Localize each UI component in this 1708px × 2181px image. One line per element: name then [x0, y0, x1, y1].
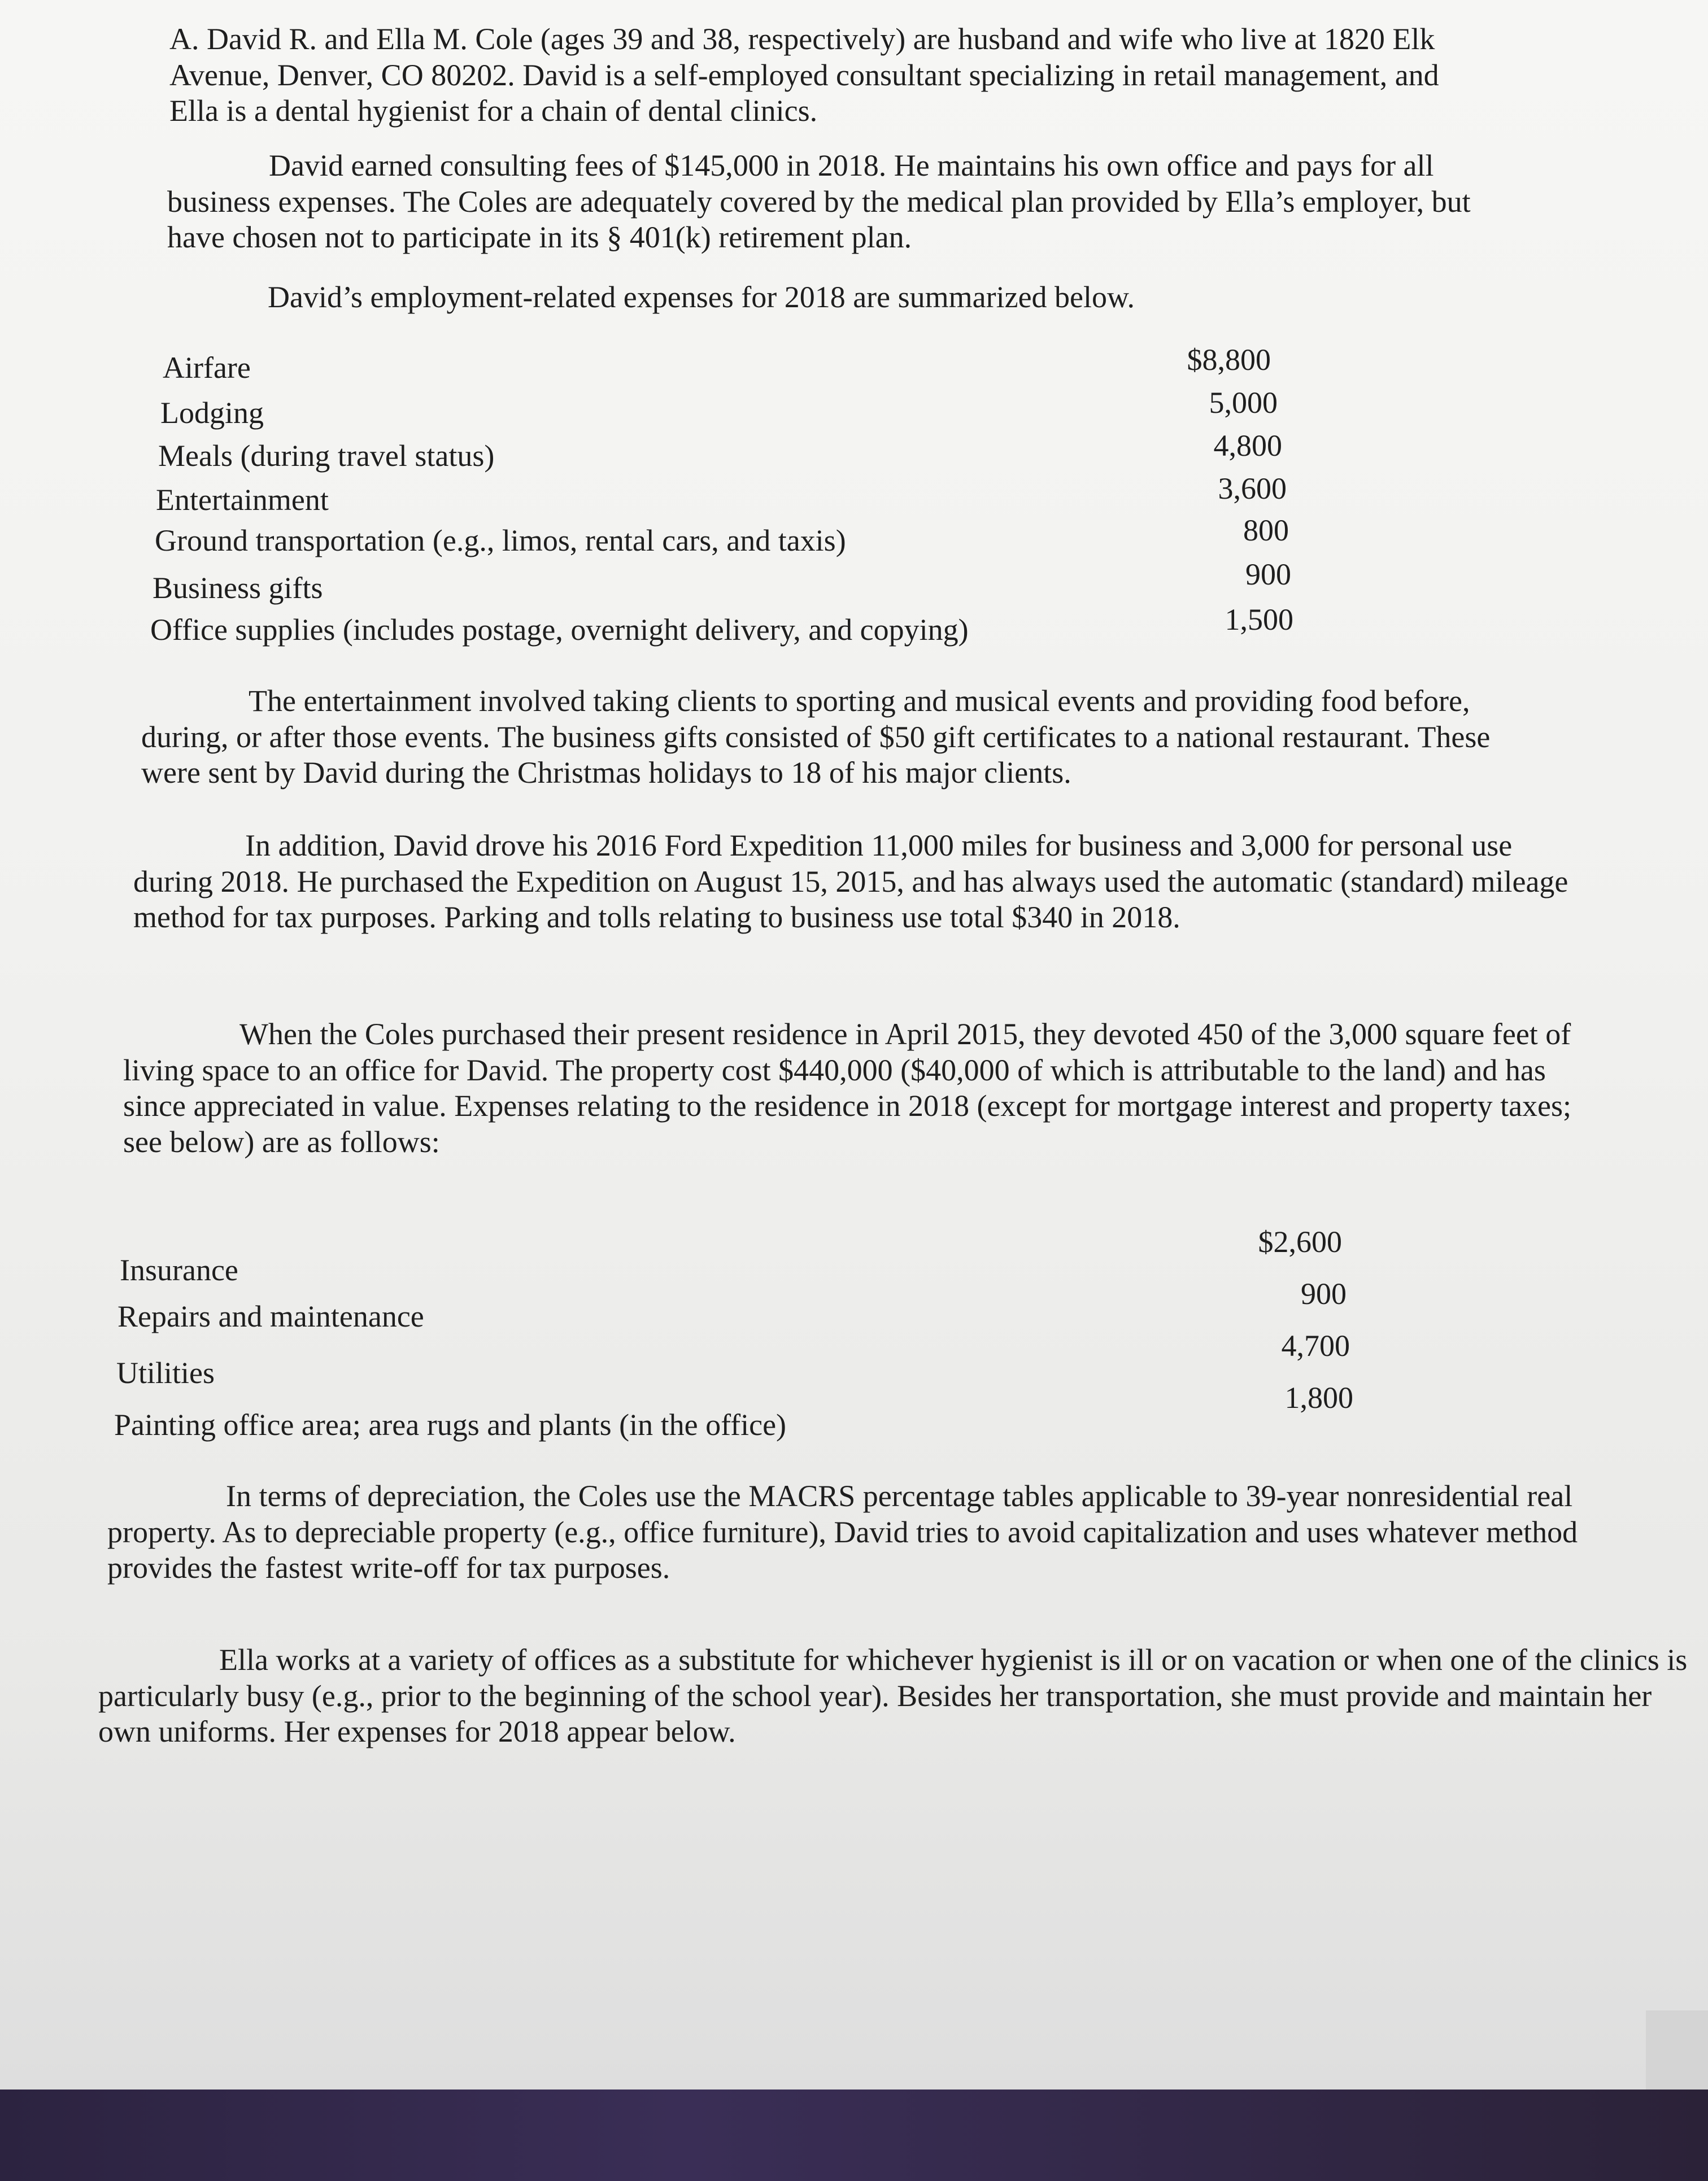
residence-label-painting: Painting office area; area rugs and plants (in the office) — [114, 1408, 787, 1442]
background-surface — [0, 2090, 1708, 2181]
expense-value-entertainment: 3,600 — [1218, 472, 1287, 505]
paragraph-text: In terms of depreciation, the Coles use the MACRS percentage tables applicable to 39-year nonresidential real property. As to depreciable property (e.g., office furniture), David tries to avoid capitalization and uses whatever method provides the fastest write-off for tax purposes. — [107, 1479, 1578, 1585]
expense-label-airfare: Airfare — [163, 351, 251, 385]
paragraph-depreciation — [107, 1478, 1632, 1586]
paragraph-ella — [98, 1642, 1691, 1750]
expense-value-lodging: 5,000 — [1209, 386, 1278, 420]
expense-label-lodging: Lodging — [160, 396, 264, 430]
expense-label-meals: Meals (during travel status) — [158, 439, 495, 473]
paper-corner — [1646, 2010, 1708, 2090]
expense-label-ground-transport: Ground transportation (e.g., limos, rental cars, and taxis) — [155, 524, 846, 557]
expense-label-office-supplies: Office supplies (includes postage, overnight delivery, and copying) — [150, 613, 969, 647]
paragraph-text: David earned consulting fees of $145,000 in 2018. He maintains his own office and pays for all business expenses. The Coles are adequately covered by the medical plan provided by Ella’s employer, but have chosen not to participate in its § 401(k) retirement plan. — [167, 149, 1471, 255]
expense-value-meals: 4,800 — [1213, 429, 1282, 463]
paragraph-text: In addition, David drove his 2016 Ford Expedition 11,000 miles for business and 3,000 for personal use during 2018. He purchased the Expedition on August 15, 2015, and has always used the automatic (standard) mileage method for tax purposes. Parking and tolls relating to business use total $340 in 2018. — [133, 828, 1568, 935]
expense-label-business-gifts: Business gifts — [152, 571, 323, 605]
paragraph-text: A. David R. and Ella M. Cole (ages 39 and 38, respectively) are husband and wife who live at 1820 Elk Avenue, Denver, CO 80202. David is a self-employed consultant specializing in retail management, and Ella is a dental hygienist for a chain of dental clinics. — [169, 22, 1439, 128]
paragraph-residence — [123, 1017, 1614, 1161]
residence-value-repairs: 900 — [1301, 1277, 1347, 1311]
residence-value-painting: 1,800 — [1284, 1381, 1353, 1415]
expense-value-airfare: $8,800 — [1187, 343, 1271, 377]
paragraph-consulting-fees — [167, 148, 1523, 256]
paragraph-expenses-intro — [268, 280, 1454, 316]
residence-label-insurance: Insurance — [120, 1253, 238, 1287]
expense-value-business-gifts: 900 — [1245, 557, 1291, 591]
expense-value-office-supplies: 1,500 — [1225, 603, 1293, 636]
expense-value-ground-transport: 800 — [1243, 513, 1289, 547]
paragraph-entertainment — [141, 683, 1542, 791]
residence-label-repairs: Repairs and maintenance — [117, 1299, 424, 1333]
expense-label-entertainment: Entertainment — [156, 483, 329, 517]
paragraph-text: David’s employment-related expenses for 2018 are summarized below. — [268, 280, 1135, 314]
paragraph-text: The entertainment involved taking clients to sporting and musical events and providing food before, during, or after those events. The business gifts consisted of $50 gift certificates to a national restaurant. These were sent by David during the Christmas holidays to 18 of his major clients. — [141, 684, 1491, 790]
paragraph-vehicle — [133, 828, 1579, 936]
paragraph-text: Ella works at a variety of offices as a substitute for whichever hygienist is ill or on vacation or when one of the clinics is particularly busy (e.g., prior to the beginning of the school year). Besides her transportation, she must provide and maintain her own uniforms. Her expenses for 2018 appear below. — [98, 1643, 1688, 1749]
paragraph-intro — [169, 21, 1491, 129]
residence-value-insurance: $2,600 — [1258, 1225, 1342, 1259]
paragraph-text: When the Coles purchased their present residence in April 2015, they devoted 450 of the 3,000 square feet of living space to an office for David. The property cost $440,000 ($40,000 of which is attributable to the land) and has since appreciated in value. Expenses relating to the residence in 2018 (except for mortgage interest and property taxes; see below) are as follows: — [123, 1017, 1572, 1159]
residence-value-utilities: 4,700 — [1281, 1329, 1350, 1363]
residence-label-utilities: Utilities — [116, 1356, 215, 1390]
